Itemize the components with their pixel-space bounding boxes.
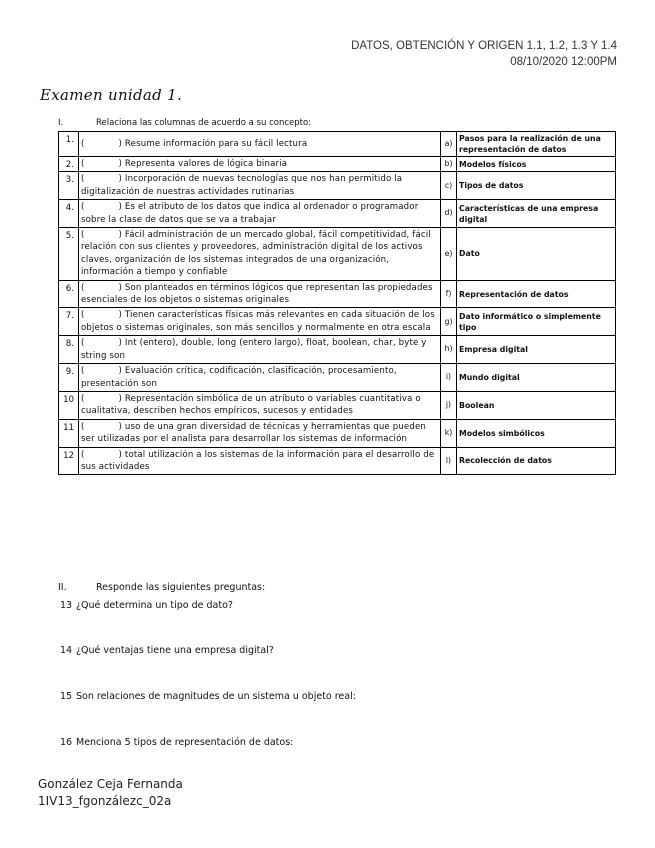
answer-close-paren: ) <box>118 366 123 377</box>
table-row <box>59 228 616 281</box>
section-2-instruction: Responde las siguientes preguntas: <box>96 582 266 593</box>
item-number: 6. <box>59 280 79 308</box>
answer-close-paren: ) <box>118 338 123 349</box>
question-number: 16 <box>60 737 73 748</box>
item-statement <box>79 308 441 336</box>
student-info <box>38 776 183 810</box>
answer-close-paren: ) <box>118 202 123 213</box>
item-number: 4. <box>59 200 79 228</box>
option-text: Tipos de datos <box>457 172 616 200</box>
table-row <box>59 308 616 336</box>
question-text: Son relaciones de magnitudes de un sistema u objeto real: <box>76 691 356 702</box>
item-statement-text: Son planteados en términos lógicos que representan las propiedades esenciales de los objetos o sistemas originales <box>81 282 433 306</box>
option-letter: f) <box>441 280 457 308</box>
option-text: Modelos simbólicos <box>457 419 616 447</box>
answer-open-paren: ( <box>81 138 85 149</box>
option-text: Dato informático o simplemente tipo <box>457 308 616 336</box>
question-number: 15 <box>60 691 73 702</box>
item-statement <box>79 419 441 447</box>
option-text: Representación de datos <box>457 280 616 308</box>
item-statement-text: Evaluación crítica, codificación, clasificación, procesamiento, presentación son <box>81 366 397 389</box>
table-row <box>59 157 616 172</box>
option-text: Recolección de datos <box>457 447 616 475</box>
option-letter: i) <box>441 364 457 392</box>
item-statement <box>79 200 441 228</box>
answer-close-paren: ) <box>118 138 123 149</box>
answer-open-paren: ( <box>81 230 85 241</box>
item-statement-text: Representa valores de lógica binaria <box>124 159 288 169</box>
option-text: Mundo digital <box>457 364 616 392</box>
item-number: 10 <box>59 391 79 419</box>
option-text: Características de una empresa digital <box>457 200 616 228</box>
answer-close-paren: ) <box>118 449 123 460</box>
table-row <box>59 336 616 364</box>
question-text: ¿Qué ventajas tiene una empresa digital? <box>76 645 274 656</box>
option-letter: c) <box>441 172 457 200</box>
student-name: González Ceja Fernanda <box>38 777 183 791</box>
item-statement <box>79 228 441 281</box>
student-code: 1IV13_fgonzálezc_02a <box>38 794 172 808</box>
question-number: 14 <box>60 645 73 656</box>
option-letter: j) <box>441 391 457 419</box>
item-statement <box>79 172 441 200</box>
question-text: Menciona 5 tipos de representación de datos: <box>76 737 294 748</box>
question-13 <box>60 600 233 611</box>
item-statement <box>79 157 441 172</box>
answer-open-paren: ( <box>81 421 85 432</box>
option-letter: h) <box>441 336 457 364</box>
item-statement <box>79 336 441 364</box>
item-statement-text: Int (entero), double, long (entero largo), float, boolean, char, byte y string son <box>81 338 427 361</box>
table-row <box>59 200 616 228</box>
question-number: 13 <box>60 600 73 611</box>
section-2-heading <box>58 582 265 593</box>
item-statement <box>79 391 441 419</box>
item-statement <box>79 280 441 308</box>
answer-close-paren: ) <box>118 282 123 293</box>
option-letter: e) <box>441 228 457 281</box>
option-text: Modelos físicos <box>457 157 616 172</box>
item-number: 9. <box>59 364 79 392</box>
answer-open-paren: ( <box>81 282 85 293</box>
item-statement-text: uso de una gran diversidad de técnicas y herramientas que pueden ser utilizadas por el analista para desarrollar los sistemas de información <box>81 421 427 445</box>
section-1-heading <box>58 118 311 128</box>
table-row <box>59 280 616 308</box>
question-text: ¿Qué determina un tipo de dato? <box>76 600 233 611</box>
matching-table <box>58 131 616 475</box>
question-15 <box>60 691 356 702</box>
table-row <box>59 364 616 392</box>
document-header <box>351 38 617 70</box>
answer-close-paren: ) <box>118 159 123 169</box>
item-statement-text: Incorporación de nuevas tecnologías que nos han permitido la digitalización de nuestras actividades rutinarias <box>81 174 403 197</box>
option-text: Boolean <box>457 391 616 419</box>
option-letter: b) <box>441 157 457 172</box>
option-text: Pasos para la realización de una representación de datos <box>457 132 616 157</box>
section-2-number: II. <box>58 582 67 593</box>
item-number: 8. <box>59 336 79 364</box>
answer-open-paren: ( <box>81 449 85 460</box>
table-row <box>59 419 616 447</box>
item-statement <box>79 364 441 392</box>
item-number: 11 <box>59 419 79 447</box>
answer-open-paren: ( <box>81 159 85 169</box>
option-letter: d) <box>441 200 457 228</box>
answer-close-paren: ) <box>118 174 123 185</box>
answer-open-paren: ( <box>81 393 85 404</box>
option-letter: a) <box>441 132 457 157</box>
item-number: 5. <box>59 228 79 281</box>
item-number: 1. <box>59 132 79 157</box>
option-letter: g) <box>441 308 457 336</box>
header-topic: DATOS, OBTENCIÓN Y ORIGEN 1.1, 1.2, 1.3 Y 1.4 <box>351 40 617 52</box>
item-number: 12 <box>59 447 79 475</box>
item-statement-text: Es el atributo de los datos que indica al ordenador o programador sobre la clase de datos que se va a trabajar <box>81 202 419 225</box>
option-text: Empresa digital <box>457 336 616 364</box>
item-number: 2. <box>59 157 79 172</box>
table-row <box>59 132 616 157</box>
answer-close-paren: ) <box>118 310 123 321</box>
answer-open-paren: ( <box>81 366 85 377</box>
answer-open-paren: ( <box>81 338 85 349</box>
header-date: 08/10/2020 12:00PM <box>510 56 617 68</box>
option-text: Dato <box>457 228 616 281</box>
table-row <box>59 172 616 200</box>
item-statement-text: Tienen características físicas más relevantes en cada situación de los objetos o sistemas originales, son más sencillos y normalmente en otra escala <box>81 310 435 333</box>
option-letter: l) <box>441 447 457 475</box>
item-statement-text: total utilización a los sistemas de la información para el desarrollo de sus actividades <box>81 449 435 472</box>
answer-close-paren: ) <box>118 230 123 241</box>
answer-open-paren: ( <box>81 202 85 213</box>
answer-open-paren: ( <box>81 174 85 185</box>
item-statement-text: Resume información para su fácil lectura <box>124 138 308 149</box>
item-number: 3. <box>59 172 79 200</box>
option-letter: k) <box>441 419 457 447</box>
question-14 <box>60 645 274 656</box>
answer-close-paren: ) <box>118 393 123 404</box>
item-statement <box>79 447 441 475</box>
table-row <box>59 447 616 475</box>
answer-open-paren: ( <box>81 310 85 321</box>
table-row <box>59 391 616 419</box>
question-16 <box>60 737 293 748</box>
section-1-instruction: Relaciona las columnas de acuerdo a su concepto: <box>96 118 312 128</box>
answer-close-paren: ) <box>118 421 123 432</box>
item-statement-text: Fácil administración de un mercado global, fácil competitividad, fácil relación con sus clientes y proveedores, administración digital de los activos claves, organización de los sistemas integrados de una organización, información a tiempo y confiable <box>81 230 431 278</box>
section-1-number: I. <box>58 118 64 128</box>
item-statement-text: Representación simbólica de un atributo o variables cuantitativa o cualitativa, describen hechos empíricos, sucesos y entidades <box>81 393 421 417</box>
item-statement <box>79 132 441 157</box>
exam-title: Examen unidad 1. <box>40 86 183 104</box>
item-number: 7. <box>59 308 79 336</box>
